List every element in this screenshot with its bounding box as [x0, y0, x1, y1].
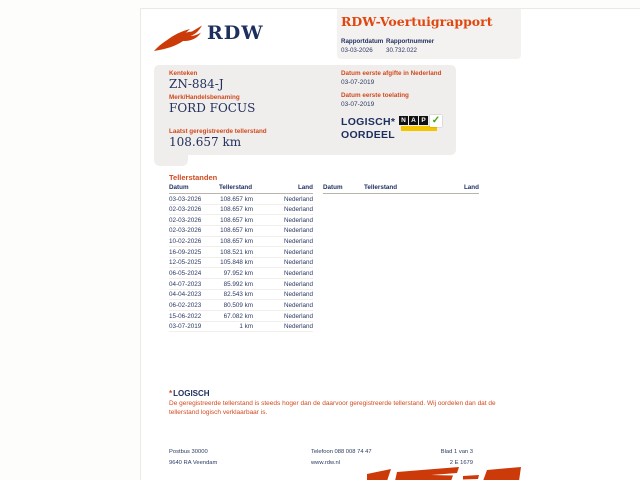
row-date: 12-05-2025 [169, 259, 202, 267]
eerste-afgifte-label: Datum eerste afgifte in Nederland [341, 70, 442, 77]
row-land: Nederland [283, 248, 313, 256]
eerste-toelating-value: 03-07-2019 [341, 101, 375, 108]
row-tellerstand: 105.848 km [220, 259, 253, 267]
footer-phone: Telefoon 088 008 74 47 [311, 449, 372, 455]
table-row [169, 322, 313, 333]
row-land: Nederland [283, 227, 313, 235]
row-date: 04-07-2023 [169, 280, 202, 288]
table-row [169, 237, 313, 248]
rdw-wordmark: RDW [207, 22, 264, 44]
kenteken-label: Kenteken [169, 70, 198, 77]
laatste-tellerstand-label: Laatst geregistreerde tellerstand [169, 128, 267, 135]
footnote-title [169, 389, 210, 398]
col-tellerstand: Tellerstand [219, 184, 253, 191]
row-date: 03-03-2026 [169, 195, 202, 203]
tellerstanden-group-2 [323, 184, 479, 194]
row-tellerstand: 108.657 km [220, 195, 253, 203]
footnote-title-text: LOGISCH [173, 389, 210, 398]
row-land: Nederland [283, 323, 313, 331]
row-tellerstand: 108.657 km [220, 216, 253, 224]
eerste-afgifte-value: 03-07-2019 [341, 79, 375, 86]
row-land: Nederland [283, 216, 313, 224]
report-number-value: 30.732.022 [386, 47, 417, 54]
nap-letter-p: P [419, 116, 428, 125]
row-tellerstand: 67.082 km [223, 312, 253, 320]
eerste-toelating-label: Datum eerste toelating [341, 92, 409, 99]
footnote-text: De geregistreerde tellerstand is steeds hoger dan de daarvoor geregistreerde tellerstand. Wij oordelen dan dat de tellerstand logisch verklaarbaar is. [169, 400, 496, 416]
row-land: Nederland [283, 259, 313, 267]
row-tellerstand: 1 km [239, 323, 253, 331]
row-land: Nederland [283, 195, 313, 203]
col-tellerstand: Tellerstand [364, 184, 398, 191]
table-row [169, 311, 313, 322]
col-datum: Datum [169, 184, 189, 191]
row-date: 04-04-2023 [169, 291, 202, 299]
rdw-logo-icon [153, 21, 205, 55]
table-row [169, 268, 313, 279]
row-land: Nederland [283, 269, 313, 277]
row-land: Nederland [283, 301, 313, 309]
table-row [169, 226, 313, 237]
merk-value: FORD FOCUS [169, 101, 256, 115]
row-date: 15-06-2022 [169, 312, 202, 320]
table-row [169, 300, 313, 311]
table-row [169, 247, 313, 258]
row-date: 16-09-2025 [169, 248, 202, 256]
footer-address-line1: Postbus 30000 [169, 449, 208, 455]
report-date-label: Rapportdatum [341, 38, 384, 45]
bottom-rdw-logo-fragment-icon [367, 467, 525, 480]
nap-checkmark-icon: ✓ [431, 115, 441, 126]
table-row [169, 279, 313, 290]
table-row [169, 194, 313, 205]
report-page [140, 8, 640, 480]
row-date: 03-07-2019 [169, 323, 202, 331]
table-header [169, 184, 313, 194]
tellerstanden-rows [169, 194, 313, 332]
nap-letter-n: N [399, 116, 408, 125]
table-header [323, 184, 479, 194]
row-tellerstand: 97.952 km [223, 269, 253, 277]
row-date: 02-03-2026 [169, 227, 202, 235]
report-number-label: Rapportnummer [386, 38, 435, 45]
oordeel-line1: LOGISCH* [341, 116, 396, 128]
row-tellerstand: 82.543 km [223, 291, 253, 299]
col-land: Land [297, 184, 313, 191]
col-datum: Datum [323, 184, 343, 191]
row-tellerstand: 108.521 km [220, 248, 253, 256]
merk-label: Merk/Handelsbenaming [169, 94, 240, 101]
row-date: 06-02-2023 [169, 301, 202, 309]
footer-form-code: 2 E 1679 [449, 460, 473, 466]
row-date: 06-05-2024 [169, 269, 202, 277]
footer-page-indicator: Blad 1 van 3 [440, 449, 473, 455]
table-row [169, 205, 313, 216]
row-date: 10-02-2026 [169, 238, 202, 246]
row-tellerstand: 108.657 km [220, 206, 253, 214]
table-row [169, 258, 313, 269]
row-tellerstand: 108.657 km [220, 238, 253, 246]
row-land: Nederland [283, 291, 313, 299]
tellerstanden-group-1 [169, 184, 313, 332]
table-row [169, 290, 313, 301]
row-tellerstand: 80.509 km [223, 301, 253, 309]
tellerstanden-title: Tellerstanden [169, 173, 218, 182]
report-date-value: 03-03-2026 [341, 47, 373, 54]
footer-website: www.rdw.nl [311, 460, 340, 466]
row-land: Nederland [283, 312, 313, 320]
row-land: Nederland [283, 280, 313, 288]
col-land: Land [463, 184, 479, 191]
page-title: RDW-Voertuigrapport [341, 14, 493, 29]
oordeel-line2: OORDEEL [341, 129, 396, 141]
table-row [169, 215, 313, 226]
row-date: 02-03-2026 [169, 216, 202, 224]
row-land: Nederland [283, 238, 313, 246]
footer-address-line2: 9640 RA Veendam [169, 460, 218, 466]
nap-logo [399, 115, 445, 132]
row-date: 02-03-2026 [169, 206, 202, 214]
row-tellerstand: 85.992 km [223, 280, 253, 288]
row-tellerstand: 108.657 km [220, 227, 253, 235]
footnote-asterisk: * [169, 389, 173, 398]
laatste-tellerstand-value: 108.657 km [169, 135, 242, 149]
kenteken-value: ZN-884-J [169, 77, 224, 91]
row-land: Nederland [283, 206, 313, 214]
nap-letter-a: A [409, 116, 418, 125]
